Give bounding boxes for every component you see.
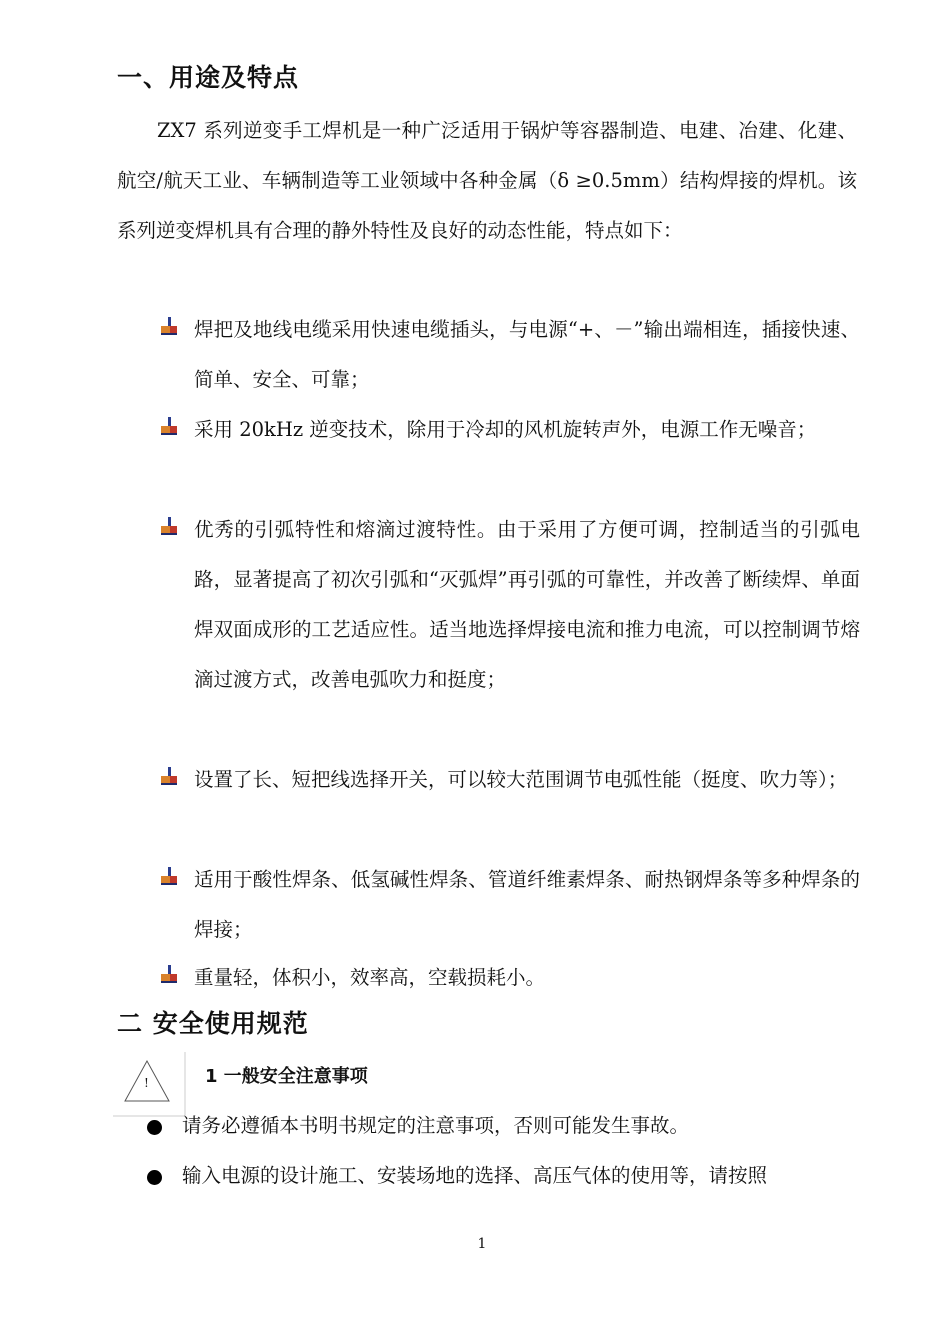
feature-text: 焊把及地线电缆采用快速电缆插头，与电源“+、－”输出端相连，插接快速、简单、安全、可靠； bbox=[194, 318, 860, 391]
feature-item bbox=[160, 953, 860, 1003]
feature-item bbox=[160, 755, 860, 805]
list-item-text: 输入电源的设计施工、安装场地的选择、高压气体的使用等，请按照 bbox=[182, 1164, 768, 1187]
feature-item bbox=[160, 505, 860, 705]
filled-circle-bullet-icon bbox=[147, 1170, 162, 1185]
feature-text: 重量轻，体积小，效率高，空载损耗小。 bbox=[194, 966, 546, 989]
page-number: 1 bbox=[477, 1236, 487, 1252]
list-item bbox=[147, 1151, 867, 1201]
arrow-bullet-icon bbox=[160, 867, 178, 885]
feature-text: 优秀的引弧特性和熔滴过渡特性。由于采用了方便可调，控制适当的引弧电路，显著提高了初次引弧和“灭弧焊”再引弧的可靠性，并改善了断续焊、单面焊双面成形的工艺适应性。适当地选择焊接电流和推力电流，可以控制调节熔滴过渡方式，改善电弧吹力和挺度； bbox=[194, 518, 860, 691]
arrow-bullet-icon bbox=[160, 767, 178, 785]
section1-title: 一、用途及特点 bbox=[117, 63, 300, 92]
feature-item bbox=[160, 855, 860, 955]
feature-item bbox=[160, 405, 860, 455]
arrow-bullet-icon bbox=[160, 317, 178, 335]
filled-circle-bullet-icon bbox=[147, 1120, 162, 1135]
section2-title: 二 安全使用规范 bbox=[117, 1009, 309, 1038]
subsection-title: 1 一般安全注意事项 bbox=[205, 1066, 368, 1087]
feature-item bbox=[160, 305, 860, 405]
list-item bbox=[147, 1101, 867, 1151]
feature-text: 适用于酸性焊条、低氢碱性焊条、管道纤维素焊条、耐热钢焊条等多种焊条的焊接； bbox=[194, 868, 860, 941]
arrow-bullet-icon bbox=[160, 965, 178, 983]
feature-text: 设置了长、短把线选择开关，可以较大范围调节电弧性能（挺度、吹力等）； bbox=[194, 768, 848, 791]
feature-text: 采用 20kHz 逆变技术，除用于冷却的风机旋转声外，电源工作无噪音； bbox=[194, 418, 817, 441]
warning-symbol: ! bbox=[144, 1076, 149, 1090]
section1-intro: ZX7 系列逆变手工焊机是一种广泛适用于锅炉等容器制造、电建、冶建、化建、航空/航天工业、车辆制造等工业领域中各种金属（δ ≥0.5mm）结构焊接的焊机。该系列逆变焊机具有合理的静外特性及良好的动态性能，特点如下： bbox=[117, 119, 857, 242]
arrow-bullet-icon bbox=[160, 417, 178, 435]
list-item-text: 请务必遵循本书明书规定的注意事项，否则可能发生事故。 bbox=[182, 1114, 690, 1137]
arrow-bullet-icon bbox=[160, 517, 178, 535]
